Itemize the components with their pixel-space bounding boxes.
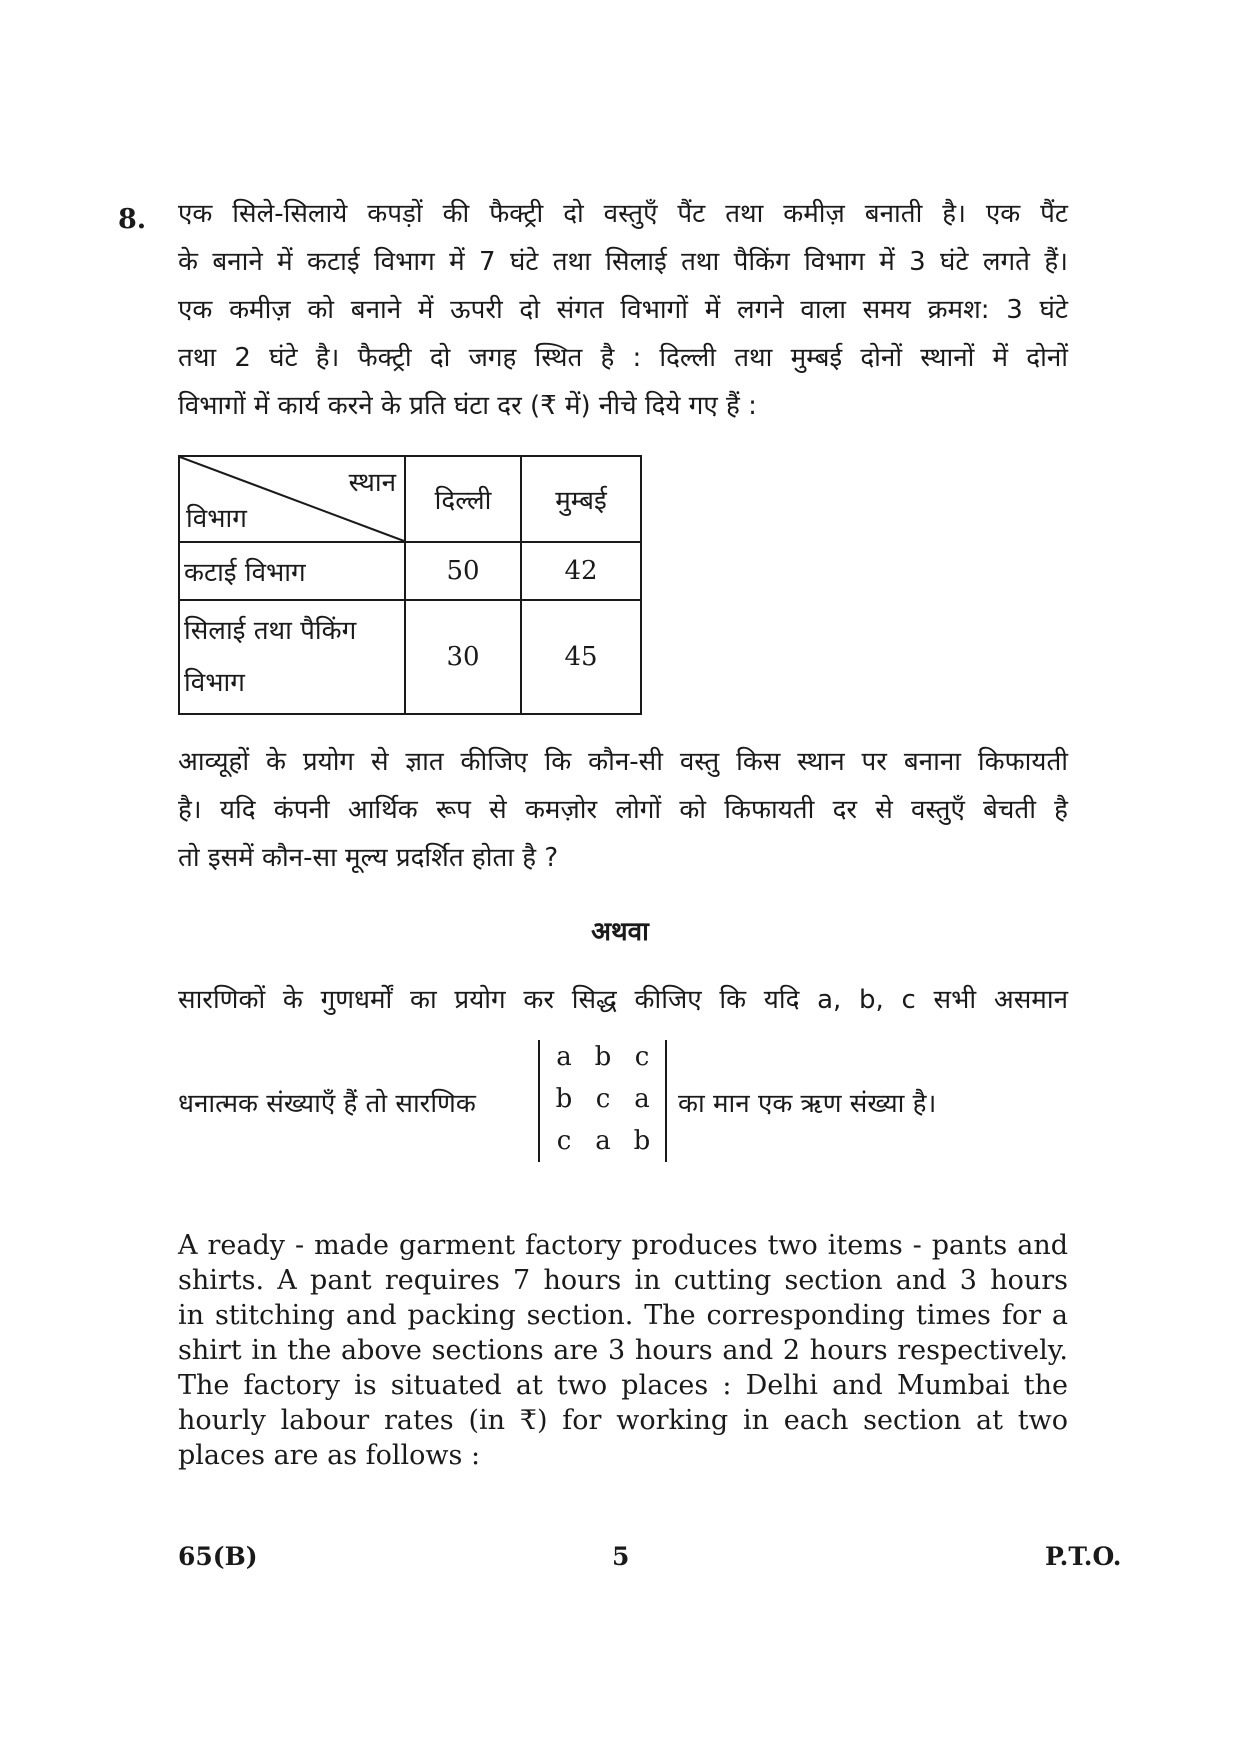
det-cell: c <box>556 1126 572 1156</box>
or-text-line-1: सारणिकों के गुणधर्मों का प्रयोग कर सिद्ध कीजिए कि यदि a, b, c सभी असमान <box>178 985 1068 1015</box>
cell-cutting-mumbai: 42 <box>521 542 641 600</box>
table-corner-cell <box>179 456 405 542</box>
det-cell: a <box>556 1042 572 1072</box>
column-header-delhi: दिल्ली <box>405 456 521 542</box>
english-line: hourly labour rates (in ₹) for working in each section at two <box>178 1405 1068 1436</box>
cell-cutting-delhi: 50 <box>405 542 521 600</box>
hindi-line-1: एक सिले-सिलाये कपड़ों की फैक्ट्री दो वस्तुएँ पैंट तथा कमीज़ बनाती है। एक पैंट <box>178 199 1068 229</box>
determinant-statement <box>178 1040 1078 1170</box>
hindi-line-3: एक कमीज़ को बनाने में ऊपरी दो संगत विभागों में लगने वाला समय क्रमश: 3 घंटे <box>178 295 1068 325</box>
det-cell: c <box>634 1042 650 1072</box>
table-row <box>179 542 641 600</box>
english-line: shirt in the above sections are 3 hours and 2 hours respectively. <box>178 1335 1068 1366</box>
or-text-pre: धनात्मक संख्याएँ हैं तो सारणिक <box>178 1089 476 1119</box>
det-cell: b <box>633 1126 651 1156</box>
paper-code: 65(B) <box>178 1542 258 1571</box>
labour-rate-table <box>178 455 642 715</box>
question-number: 8. <box>118 204 147 235</box>
row-label-stitching-line1: सिलाई तथा पैकिंग <box>184 616 357 646</box>
row-label-cutting: कटाई विभाग <box>179 542 405 600</box>
hindi-after-table-line-2: है। यदि कंपनी आर्थिक रूप से कमज़ोर लोगों को किफायती दर से वस्तुएँ बेचती है <box>178 795 1068 825</box>
row-label-stitching-line2: विभाग <box>184 668 245 698</box>
hindi-after-table-line-1: आव्यूहों के प्रयोग से ज्ञात कीजिए कि कौन-सी वस्तु किस स्थान पर बनाना किफायती <box>178 747 1068 777</box>
det-cell: a <box>634 1084 650 1114</box>
hindi-line-2: के बनाने में कटाई विभाग में 7 घंटे तथा सिलाई तथा पैकिंग विभाग में 3 घंटे लगते हैं। <box>178 247 1068 277</box>
cell-stitching-delhi: 30 <box>405 600 521 714</box>
english-line: The factory is situated at two places : Delhi and Mumbai the <box>178 1370 1068 1401</box>
english-line: in stitching and packing section. The corresponding times for a <box>178 1300 1068 1331</box>
hindi-after-table-line-3: तो इसमें कौन-सा मूल्य प्रदर्शित होता है ? <box>178 843 559 873</box>
or-heading: अथवा <box>591 917 649 947</box>
row-label-stitching <box>179 600 405 714</box>
cell-stitching-mumbai: 45 <box>521 600 641 714</box>
hindi-line-5: विभागों में कार्य करने के प्रति घंटा दर (₹ में) नीचे दिये गए हैं : <box>178 391 757 421</box>
english-translation <box>178 1228 1068 1473</box>
det-cell: b <box>555 1084 573 1114</box>
pto-label: P.T.O. <box>1045 1542 1122 1571</box>
english-line: A ready - made garment factory produces two items - pants and <box>178 1230 1068 1261</box>
hindi-line-4: तथा 2 घंटे है। फैक्ट्री दो जगह स्थित है : दिल्ली तथा मुम्बई दोनों स्थानों में दोनों <box>178 343 1068 373</box>
corner-label-place: स्थान <box>348 468 396 498</box>
table-header-row <box>179 456 641 542</box>
or-text-post: का मान एक ऋण संख्या है। <box>678 1089 937 1119</box>
det-cell: c <box>595 1084 611 1114</box>
determinant-matrix <box>538 1040 667 1162</box>
english-line: places are as follows : <box>178 1440 481 1471</box>
column-header-mumbai: मुम्बई <box>521 456 641 542</box>
det-cell: b <box>594 1042 612 1072</box>
corner-label-department: विभाग <box>186 504 247 534</box>
table-row <box>179 600 641 714</box>
det-cell: a <box>595 1126 611 1156</box>
english-line: shirts. A pant requires 7 hours in cutting section and 3 hours <box>178 1265 1068 1296</box>
page-number: 5 <box>612 1542 630 1571</box>
